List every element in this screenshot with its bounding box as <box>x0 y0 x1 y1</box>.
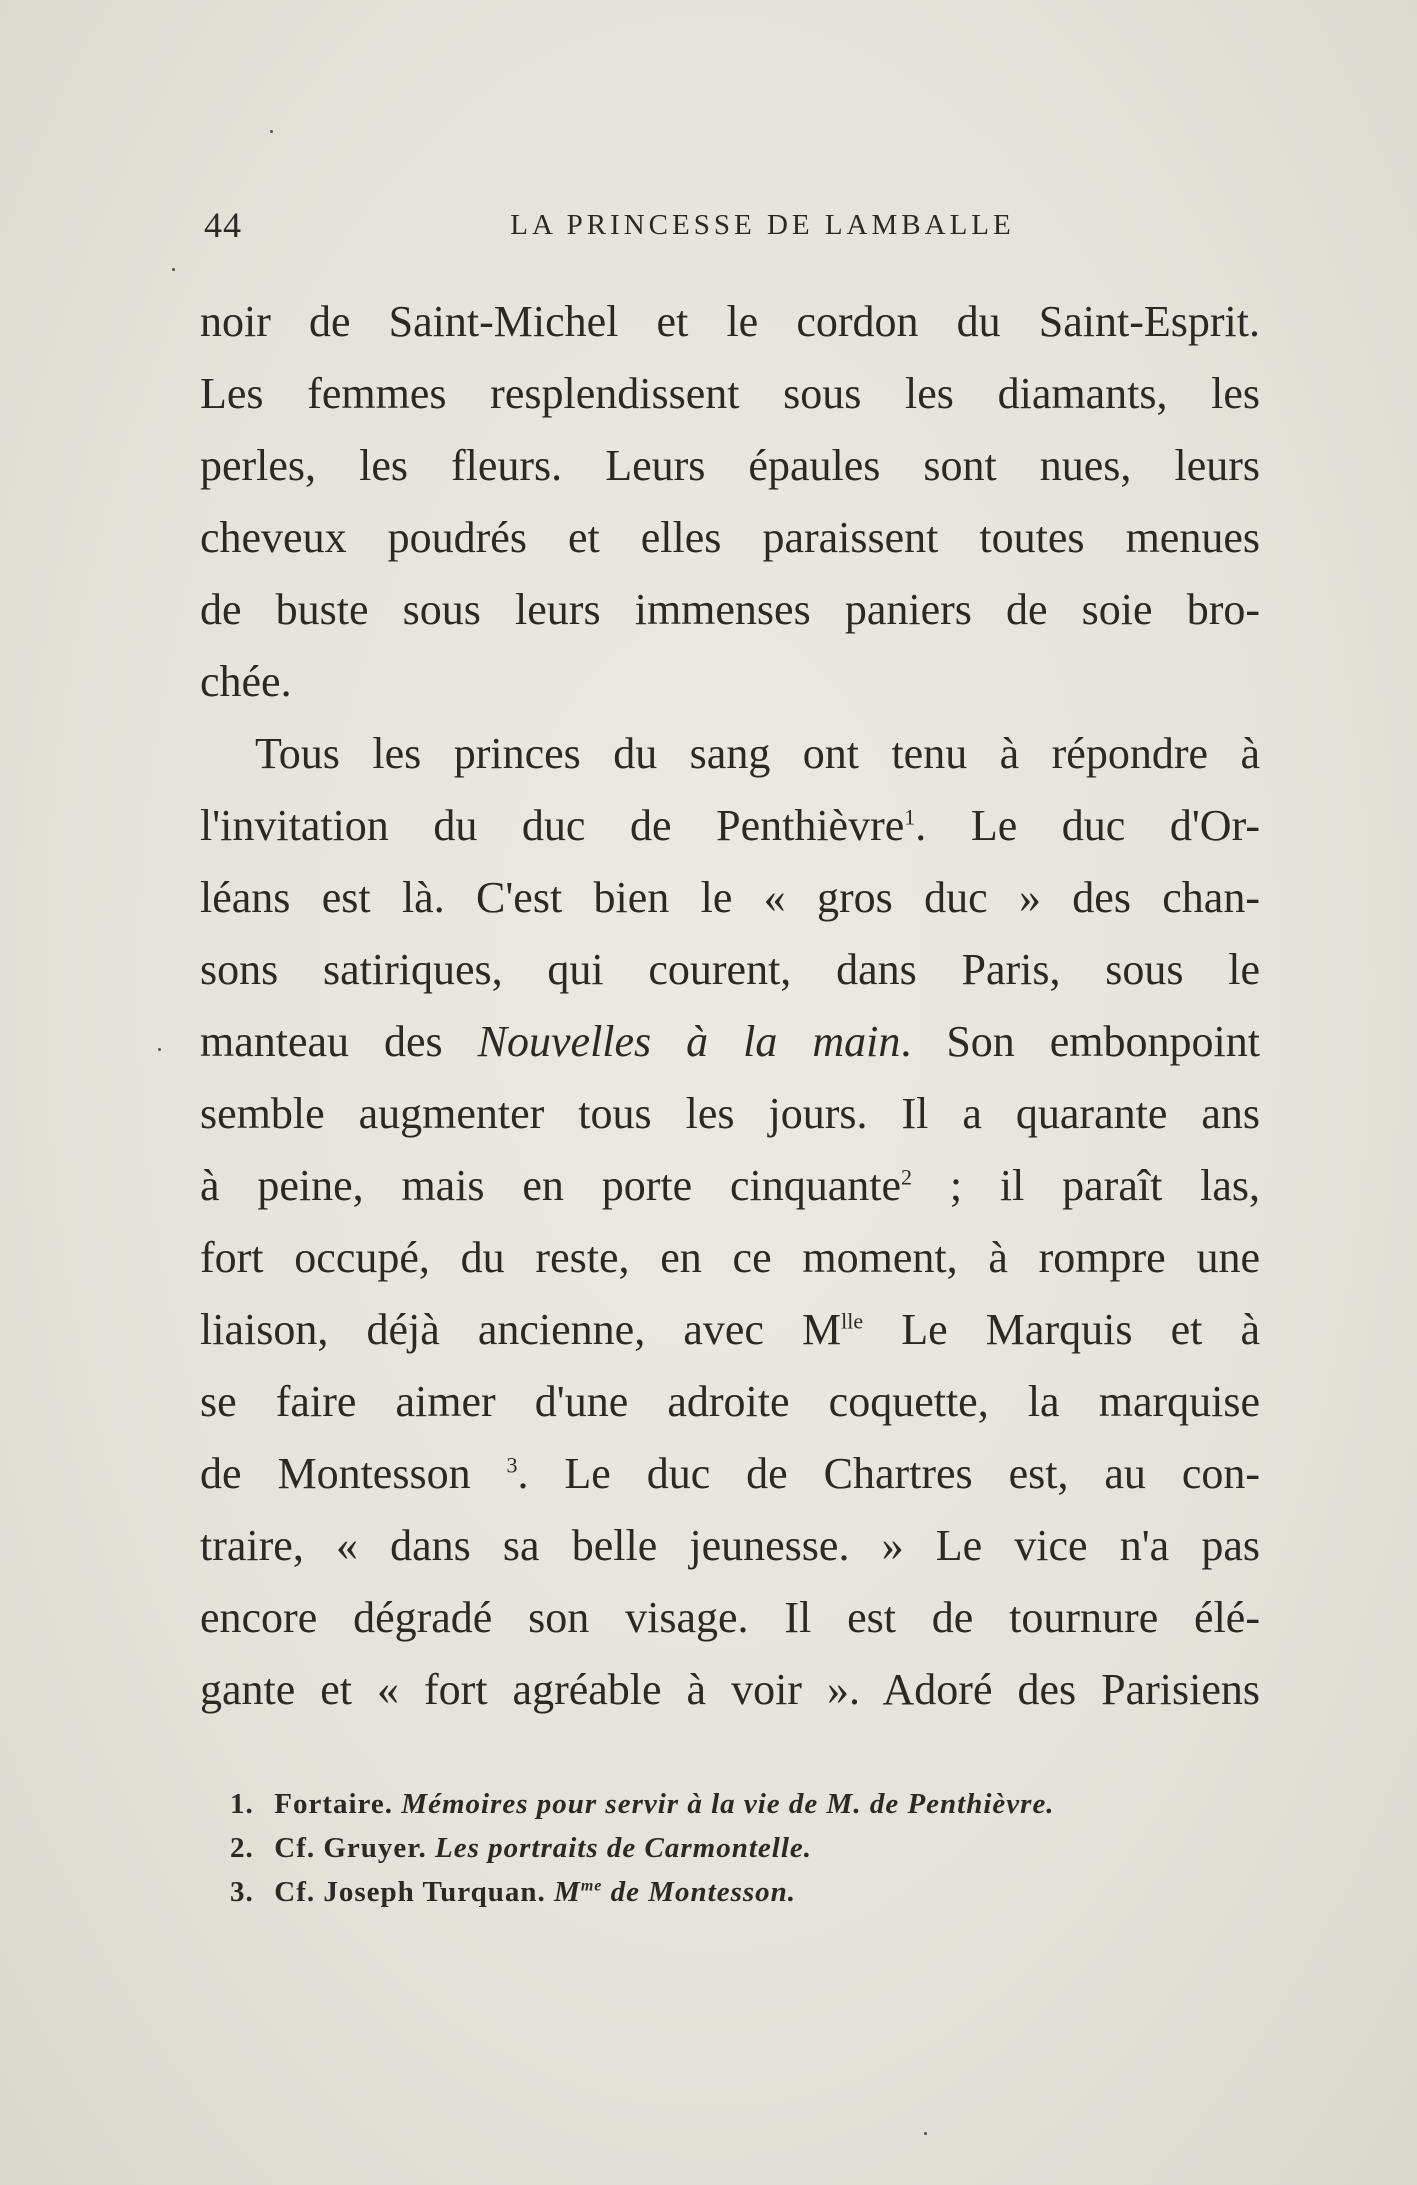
footnote-title-sup: me <box>580 1877 603 1895</box>
text-segment: Tous les princes du sang ont tenu à répondre à <box>255 729 1260 778</box>
text-line: se faire aimer d'une adroite coquette, la marquise <box>200 1377 1260 1426</box>
text-line: perles, les fleurs. Leurs épaules sont nues, leurs <box>200 441 1260 490</box>
text-line: traire, « dans sa belle jeunesse. » Le vice n'a pas <box>200 1521 1260 1570</box>
text-segment: de Montesson <box>200 1449 471 1498</box>
text-segment: à peine, mais en porte cinquante <box>200 1161 901 1210</box>
text-line <box>200 1006 1260 1078</box>
text-line: chée. <box>200 657 292 706</box>
text-line: fort occupé, du reste, en ce moment, à rompre une <box>200 1233 1260 1282</box>
text-line <box>200 790 1260 862</box>
text-segment: . Le duc de Chartres est, au con- <box>517 1449 1261 1498</box>
italic-title: Nouvelles à la main <box>477 1017 901 1066</box>
text-line: noir de Saint-Michel et le cordon du Saint-Esprit. <box>200 297 1260 346</box>
footnote-ref-1[interactable]: 1 <box>904 804 916 830</box>
text-line: semble augmenter tous les jours. Il a quarante ans <box>200 1089 1260 1138</box>
text-line <box>200 1294 1260 1366</box>
page-number: 44 <box>204 205 242 245</box>
body-text <box>200 286 1260 1726</box>
text-line: gante et « fort agréable à voir ». Adoré des Parisiens <box>200 1665 1260 1714</box>
text-line: de buste sous leurs immenses paniers de soie bro- <box>200 585 1260 634</box>
footnote-2 <box>230 1826 1260 1870</box>
footnote-number: 1. <box>230 1788 254 1820</box>
footnote-title: Mémoires pour servir à la vie de M. de Penthièvre. <box>401 1788 1055 1820</box>
footnote-title: Les portraits de Carmontelle. <box>435 1832 812 1864</box>
footnote-title-rest: de Montesson. <box>602 1876 797 1908</box>
footnote-author: Fortaire. <box>274 1788 394 1820</box>
text-segment: . Le duc d'Or- <box>915 801 1261 850</box>
text-segment: manteau des <box>200 1017 443 1066</box>
text-line: encore dégradé son visage. Il est de tournure élé- <box>200 1593 1260 1642</box>
text-segment: ; il paraît las, <box>912 1161 1260 1210</box>
text-line: sons satiriques, qui courent, dans Paris, sous le <box>200 945 1260 994</box>
running-title: LA PRINCESSE DE LAMBALLE <box>510 209 1015 241</box>
footnote-ref-3[interactable]: 3 <box>506 1452 518 1478</box>
text-segment: Le Marquis et à <box>863 1305 1260 1354</box>
footnote-title <box>554 1876 796 1908</box>
text-line <box>200 718 1260 790</box>
text-segment: liaison, déjà ancienne, avec M <box>200 1305 842 1354</box>
footnote-3 <box>230 1870 1260 1914</box>
superscript-lle: lle <box>841 1308 864 1334</box>
text-line: cheveux poudrés et elles paraissent toutes menues <box>200 513 1260 562</box>
footnote-author: Cf. Gruyer. <box>274 1832 427 1864</box>
text-line: léans est là. C'est bien le « gros duc » des chan- <box>200 873 1260 922</box>
paper-speck <box>270 130 273 133</box>
footnote-1 <box>230 1782 1260 1826</box>
footnote-author: Cf. Joseph Turquan. <box>274 1876 546 1908</box>
paper-speck <box>158 1048 161 1051</box>
footnote-title-prefix: M <box>554 1876 581 1908</box>
running-head <box>200 200 1255 250</box>
footnote-ref-2[interactable]: 2 <box>901 1164 912 1190</box>
text-segment: l'invitation du duc de Penthièvre <box>200 801 905 850</box>
paper-speck <box>172 268 175 271</box>
footnotes <box>230 1782 1260 1914</box>
text-segment: . Son embonpoint <box>900 1017 1260 1066</box>
paper-speck <box>924 2132 927 2135</box>
footnote-number: 2. <box>230 1832 254 1864</box>
text-line: Les femmes resplendissent sous les diamants, les <box>200 369 1260 418</box>
text-line <box>200 1150 1260 1222</box>
text-line <box>200 1438 1260 1510</box>
footnote-number: 3. <box>230 1876 254 1908</box>
